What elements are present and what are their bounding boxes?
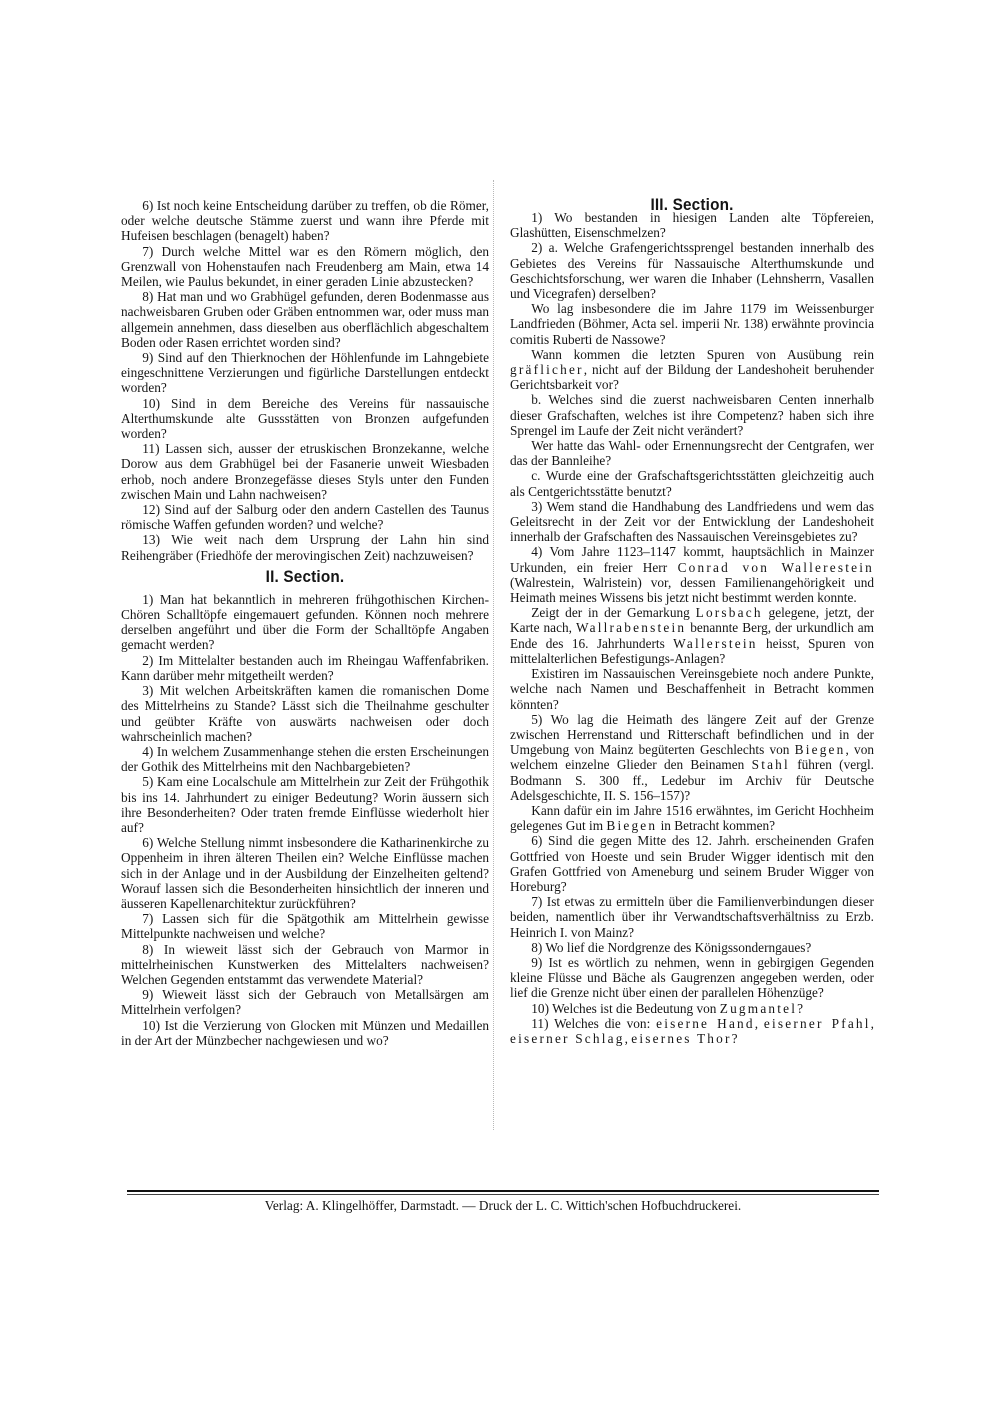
section-iii-question-6: 6) Sind die gegen Mitte des 12. Jahrh. erscheinenden Grafen Gottfried von Hoeste und sein Bruder Wigger identisch mit den Grafen Gottfried von Ameneburg und seinem Bruder Wigger von Horeburg? [510, 833, 874, 894]
question-7: 7) Durch welche Mittel war es den Römern möglich, den Grenzwall von Hohenstaufen nach Freudenberg am Main, etwa 14 Meilen, wie Paulus bekundet, in einer geraden Linie abzustecken? [121, 243, 489, 290]
section-iii-question-5-hochheim [510, 803, 874, 833]
section-iii-question-7: 7) Ist etwas zu ermitteln über die Familienverbindungen dieser beiden, namentlich über ihr Verwandtschaftsverhältniss zu Erzb. Heinrich I. von Mainz? [510, 894, 874, 940]
question-8: 8) Hat man und wo Grabhügel gefunden, deren Bodenmasse aus nachweisbaren Gruben oder Gräben entnommen war, oder muss man allgemein annehmen, dass dieselben aus oberflächlich abgeschaltem Boden oder Rasen errichtet worden sind? [121, 289, 489, 350]
section-ii-question-6: 6) Welche Stellung nimmt insbesondere die Katharinenkirche zu Oppenheim in ihren älteren Theilen ein? Welche Einflüsse machen sich in der Anlage und in der Ausbildung der Einzelheiten geltend? Worauf lassen sich die Besonderheiten hinsichtlich der inneren und äusseren Kapellenarchitektur zurückführen? [121, 835, 489, 911]
text-run: 4) Vom Jahre 1123–1147 kommt, hauptsächlich in Mainzer Urkunden, ein freier Herr [510, 544, 874, 575]
question-11: 11) Lassen sich, ausser der etruskischen Bronzekanne, welche Dorow aus dem Grabhügel bei der Fasanerie unweit Wiesbaden erhob, noch andere Bronzegefässe dieses Styls unter den Funden zwischen Main und Lahn nachweisen? [121, 441, 489, 502]
section-iii-question-5 [510, 712, 874, 803]
spaced-term: eiserner Pfahl [763, 1015, 871, 1031]
footer-rule-thick [127, 1190, 879, 1192]
section-ii-question-10: 10) Ist die Verzierung von Glocken mit Münzen und Medaillen in der Art der Münzbecher nachgewiesen und wo? [121, 1017, 489, 1048]
text-run: heisst, Spuren von mittelalterlichen Befestigungs-Anlagen? [510, 635, 874, 666]
text-run: 10) Welches ist die Bedeutung von [531, 1000, 720, 1016]
question-9: 9) Sind auf den Thierknochen der Höhlenfunde im Lahngebiete eingeschnittene Verzierungen und figürliche Darstellungen entdeckt worden? [121, 350, 489, 396]
section-iii-question-2c: c. Wurde eine der Grafschaftsgerichtsstätten gleichzeitig auch als Centgerichtsstätte benutzt? [510, 468, 874, 499]
section-ii-question-8: 8) In wieweit lässt sich der Gebrauch von Marmor in mittelrheinischen Kunstwerken des Mittelalters nachweisen? Welchen Gegenden entstammt das verwendete Material? [121, 941, 489, 987]
text-run: in Betracht kommen? [657, 818, 776, 834]
section-ii-question-7: 7) Lassen sich für die Spätgothik am Mittelrhein gewisse Mittelpunkte nachweisen und welche? [121, 911, 489, 942]
section-heading-ii: II. Section. [265, 566, 345, 586]
spaced-term: Wallerstein [673, 635, 758, 651]
section-ii-question-1: 1) Man hat bekanntlich in mehreren frühgothischen Kirchen-Chören Schalltöpfe eingemauert gefunden. Können noch mehrere derselben angeführt und über die Form der Schalltöpfe Angaben gemacht werden? [121, 591, 489, 653]
text-run: , [870, 1015, 874, 1031]
text-run: , von welchem einzelne Glieder den Beinamen [510, 742, 875, 773]
spaced-term: Wallrabenstein [575, 620, 687, 636]
question-6: 6) Ist noch keine Entscheidung darüber zu treffen, ob die Römer, oder welche deutsche Stämme zuerst und wann ihre Pferde mit Hufeisen beschlagen (benagelt) haben? [121, 198, 489, 244]
footer-rule-thin [127, 1194, 879, 1195]
text-run: Kann dafür ein im Jahre 1516 erwähntes, im Gericht Hochheim gelegenes Gut im [510, 802, 874, 834]
section-iii-question-2a-provincia: Wo lag insbesondere die im Jahre 1179 im Weissenburger Landfrieden (Böhmer, Acta sel. imperii Nr. 138) erwähnte provincia comitis Ruberti de Nassowe? [510, 301, 874, 347]
column-divider [493, 180, 494, 1130]
section-iii-question-11 [510, 1016, 874, 1046]
text-run: ? [731, 1030, 738, 1046]
section-iii-question-8: 8) Wo lief die Nordgrenze des Königssonderngaues? [531, 939, 812, 955]
section-iii-question-4-other-points: Existiren im Nassauischen Vereinsgebiete noch andere Punkte, welche nach Namen und Beschaffenheit in Betracht kommen könnten? [510, 666, 874, 712]
spaced-term: Lorsbach [695, 605, 763, 621]
text-run: , [624, 1030, 632, 1046]
text-run: (Walrestein, Walristein) vor, dessen Familienangehörigkeit und Heimath meines Wissens bis jetzt nicht bestimmt werden konnte. [510, 574, 874, 606]
section-heading-iii: III. Section. [650, 195, 734, 214]
section-iii-question-9: 9) Ist es wörtlich zu nehmen, wenn in gebirgigen Gegenden kleine Flüsse und Bäche als Gaugrenzen angegeben werden, oder lief die Grenze nicht über einen der parallelen Höhenzüge? [510, 954, 874, 1001]
text-run: 11) Welches die von: [531, 1015, 657, 1031]
section-ii-question-9: 9) Wieweit lässt sich der Gebrauch von Metallsärgen am Mittelrhein verfolgen? [121, 987, 489, 1018]
text-run: Zeigt der in der Gemarkung [531, 605, 696, 621]
text-run: benannte Berg, der urkundlich am Ende des 16. Jahrhunderts [510, 620, 874, 651]
text-run: , nicht auf der Bildung der Landeshoheit beruhender Gerichtsbarkeit vor? [510, 362, 874, 393]
imprint-footer: Verlag: A. Klingelhöffer, Darmstadt. — Druck der L. C. Wittich'schen Hofbuchdruckerei. [264, 1198, 742, 1213]
section-iii-question-2a-jurisdiction [510, 347, 874, 393]
question-12: 12) Sind auf der Salburg oder den andern Castellen des Taunus römische Waffen gefunden worden? und welche? [121, 502, 489, 533]
text-run: gelegene, jetzt, der Karte nach, [510, 605, 874, 636]
left-column [121, 198, 489, 1048]
section-iii-question-2b-centgrafen: Wer hatte das Wahl- oder Ernennungsrecht der Centgrafen, wer das der Bannleihe? [510, 438, 874, 469]
spaced-term: Biegen [606, 818, 658, 834]
spaced-term: eisernes Thor [631, 1030, 732, 1046]
section-ii-question-3: 3) Mit welchen Arbeitskräften kamen die romanischen Dome des Mittelrheins zu Stande? Lässt sich die Theilnahme geschulter und geübter Kräfte von auswärts nachweisen oder doch wahrscheinlich machen? [121, 683, 489, 744]
section-ii-question-5: 5) Kam eine Localschule am Mittelrhein zur Zeit der Frühgothik bis ins 14. Jahrhundert zu einiger Bedeutung? Worin äussern sich ihre Besonderheiten? Oder traten fremde Einflüsse wiederholt hier auf? [121, 774, 489, 835]
section-iii-question-3: 3) Wem stand die Handhabung des Landfriedens und wem das Geleitsrecht in der Zeit vor der Entwicklung der Landeshoheit innerhalb der Grafschaften des Nassauischen Vereinsgebietes zu? [510, 498, 874, 545]
section-iii-question-2b: b. Welches sind die zuerst nachweisbaren Centen innerhalb dieser Grafschaften, welches ist ihre Competenz? haben sich ihre Sprengel im Laufe der Zeit nicht verändert? [510, 392, 874, 438]
text-run: 5) Wo lag die Heimath des längere Zeit auf der Grenze zwischen Herrenstand und Ritterschaft befindlichen und in der Umgebung von Mainz begüterten Geschlechts von [510, 711, 874, 758]
section-ii-question-4: 4) In welchem Zusammenhange stehen die ersten Erscheinungen der Gothik des Mittelrheins mit den Nachbargebieten? [121, 743, 489, 775]
text-run: Wann kommen die letzten Spuren von Ausübung rein [531, 346, 874, 362]
spaced-term: gräflicher [510, 362, 584, 378]
spaced-term: Stahl [751, 757, 790, 773]
spaced-term: eiserner Schlag [510, 1030, 625, 1046]
text-run: führen (vergl. Bodmann S. 300 ff., Ledebur im Archiv für Deutsche Adelsgeschichte, II. S. 156–157)? [510, 757, 875, 803]
question-10: 10) Sind in dem Bereiche des Vereins für nassauische Alterthumskunde alte Gussstätten von Bronzen aufgefunden worden? [121, 395, 489, 442]
section-iii-question-4-lorsbach [510, 605, 874, 666]
right-column [510, 195, 875, 1046]
spaced-term: eiserne Hand [656, 1015, 755, 1031]
question-13: 13) Wie weit nach dem Ursprung der Lahn hin sind Reihengräber (Friedhöfe der merovingischen Zeit) nachzuweisen? [121, 532, 489, 563]
section-iii-question-2a: 2) a. Welche Grafengerichtssprengel bestanden innerhalb des Gebietes des Vereins für Nassauische Alterthumskunde und Geschichtsforschung, wer waren die Inhaber (Lehnsherrn, Vasallen und Vicegrafen) derselben? [510, 240, 874, 302]
section-iii-question-4 [510, 544, 874, 605]
text-run: ? [797, 1000, 804, 1016]
spaced-term: Zugmantel [719, 1000, 798, 1016]
spaced-term: Biegen [794, 742, 846, 758]
text-run: , [754, 1015, 764, 1031]
section-iii-question-10 [510, 1001, 874, 1016]
spaced-term: Conrad von Wallerestein [677, 559, 874, 575]
section-ii-question-2: 2) Im Mittelalter bestanden auch im Rheingau Waffenfabriken. Kann darüber mehr mitgetheilt werden? [121, 652, 489, 683]
section-iii-question-1: 1) Wo bestanden in hiesigen Landen alte Töpfereien, Glashütten, Eisenschmelzen? [510, 210, 874, 241]
